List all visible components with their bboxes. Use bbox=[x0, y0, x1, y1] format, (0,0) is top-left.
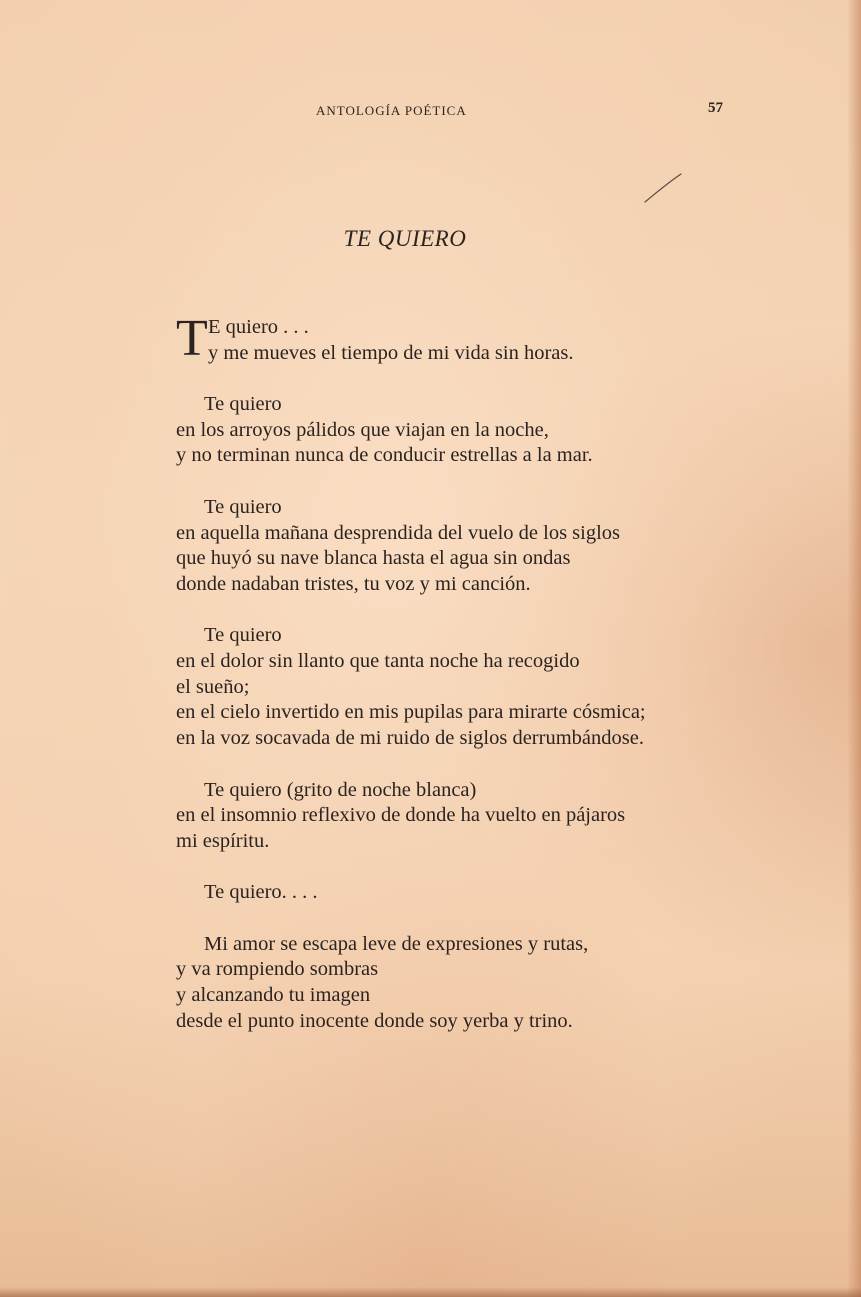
poem-line: Te quiero (grito de noche blanca) bbox=[204, 778, 477, 801]
pencil-mark-icon bbox=[643, 172, 683, 204]
first-word-rest: E bbox=[208, 316, 221, 338]
drop-cap: T bbox=[176, 310, 208, 367]
poem-line: desde el punto inocente donde soy yerba y trino. bbox=[176, 1009, 573, 1032]
poem-line: Te quiero bbox=[204, 393, 282, 415]
stanza-2 bbox=[176, 392, 756, 469]
poem-line: y va rompiendo sombras bbox=[176, 958, 379, 981]
poem-line: que huyó su nave blanca hasta el agua sin ondas bbox=[176, 547, 571, 570]
poem-body bbox=[176, 310, 756, 1035]
stanza-4 bbox=[176, 623, 756, 752]
stanza-6 bbox=[176, 880, 756, 906]
stanza-5 bbox=[176, 778, 756, 855]
stanza-3 bbox=[176, 495, 756, 598]
poem-title: TE QUIERO bbox=[343, 226, 467, 251]
page-number: 57 bbox=[708, 100, 723, 116]
poem-line: Te quiero bbox=[204, 495, 282, 518]
poem-line: y me mueves el tiempo de mi vida sin horas. bbox=[208, 341, 574, 364]
poem-line: el sueño; bbox=[176, 675, 250, 698]
poem-line: Te quiero. . . . bbox=[204, 881, 318, 904]
poem-line bbox=[176, 315, 756, 341]
poem-line: en el dolor sin llanto que tanta noche ha recogido bbox=[176, 650, 580, 672]
poem-line: donde nadaban tristes, tu voz y mi canción. bbox=[176, 572, 531, 595]
poem-line: en aquella mañana desprendida del vuelo de los siglos bbox=[176, 521, 621, 544]
page-bottom-shadow bbox=[0, 1287, 861, 1297]
running-head: ANTOLOGÍA POÉTICA bbox=[316, 103, 467, 118]
poem-line: mi espíritu. bbox=[176, 829, 270, 852]
page-edge-shadow bbox=[847, 0, 861, 1297]
poem-line: Mi amor se escapa leve de expresiones y rutas, bbox=[204, 932, 589, 955]
poem-line: en los arroyos pálidos que viajan en la noche, bbox=[176, 418, 549, 441]
poem-line: en la voz socavada de mi ruido de siglos derrumbándose. bbox=[176, 727, 644, 750]
stanza-7 bbox=[176, 932, 756, 1035]
poem-line: y no terminan nunca de conducir estrellas a la mar. bbox=[176, 444, 593, 467]
poem-line: en el cielo invertido en mis pupilas para mirarte cósmica; bbox=[176, 701, 646, 724]
poem-line: Te quiero bbox=[204, 624, 282, 647]
poem-line: y alcanzando tu imagen bbox=[176, 984, 371, 1007]
stanza-1 bbox=[176, 310, 756, 367]
poem-line: en el insomnio reflexivo de donde ha vuelto en pájaros bbox=[176, 804, 626, 827]
first-line-text: quiero . . . bbox=[220, 316, 309, 338]
